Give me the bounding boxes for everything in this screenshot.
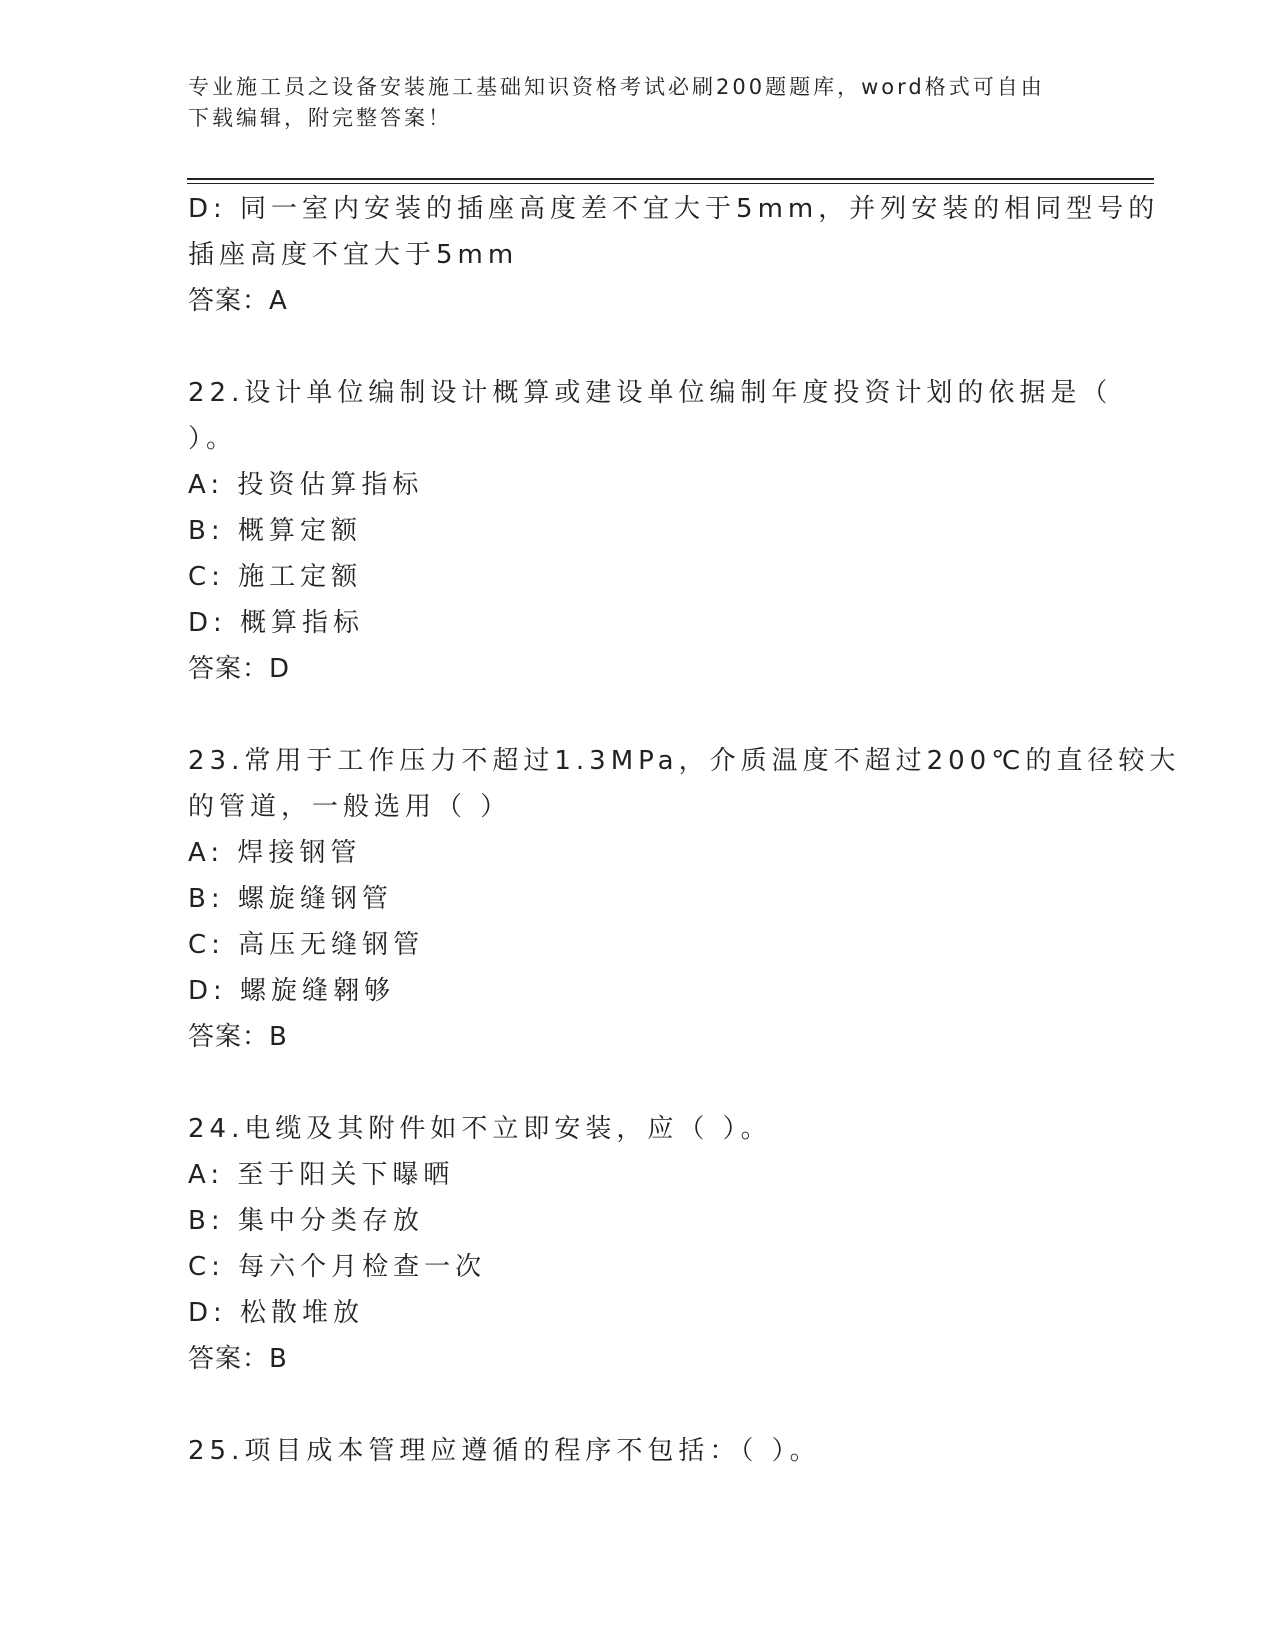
answer: 答案：B bbox=[188, 1022, 288, 1052]
option-d: D: 螺旋缝翱够 bbox=[188, 976, 396, 1006]
option-d: D: 同一室内安装的插座高度差不宜大于5mm，并列安装的相同型号的 bbox=[188, 194, 1160, 224]
option-b: B: 概算定额 bbox=[188, 516, 362, 546]
question-stem: 22.设计单位编制设计概算或建设单位编制年度投资计划的依据是（ bbox=[188, 378, 1113, 408]
option-a: A: 投资估算指标 bbox=[188, 470, 424, 500]
answer: 答案：A bbox=[188, 286, 288, 316]
previous-question-tail bbox=[188, 186, 1160, 324]
question-stem: 23.常用于工作压力不超过1.3MPa，介质温度不超过200℃的直径较大 bbox=[188, 746, 1181, 776]
option-a: A: 焊接钢管 bbox=[188, 838, 362, 868]
document-body bbox=[188, 186, 1181, 1474]
question-24 bbox=[188, 1106, 1068, 1382]
question-22 bbox=[188, 370, 1113, 692]
answer: 答案：B bbox=[188, 1344, 288, 1374]
option-c: C: 施工定额 bbox=[188, 562, 363, 592]
option-a: A: 至于阳关下曝晒 bbox=[188, 1160, 455, 1190]
option-b: B: 集中分类存放 bbox=[188, 1206, 424, 1236]
option-d: D: 概算指标 bbox=[188, 608, 365, 638]
header-line-1: 专业施工员之设备安装施工基础知识资格考试必刷200题题库，word格式可自由 bbox=[188, 75, 1045, 99]
question-stem: 24.电缆及其附件如不立即安装，应（ ）。 bbox=[188, 1114, 772, 1144]
option-d-continued: 插座高度不宜大于5mm bbox=[188, 240, 519, 270]
option-c: C: 高压无缝钢管 bbox=[188, 930, 425, 960]
option-b: B: 螺旋缝钢管 bbox=[188, 884, 393, 914]
question-stem: 25.项目成本管理应遵循的程序不包括：（ ）。 bbox=[188, 1436, 821, 1466]
question-stem-continued: ）。 bbox=[188, 424, 238, 454]
header-rule-thin bbox=[187, 183, 1154, 184]
question-23 bbox=[188, 738, 1181, 1060]
document-header bbox=[188, 72, 1068, 134]
question-stem-continued: 的管道，一般选用（ ） bbox=[188, 792, 512, 822]
header-rule-thick bbox=[187, 178, 1154, 180]
header-line-2: 下载编辑，附完整答案！ bbox=[188, 106, 452, 130]
option-c: C: 每六个月检查一次 bbox=[188, 1252, 487, 1282]
question-25 bbox=[188, 1428, 1068, 1474]
option-d: D: 松散堆放 bbox=[188, 1298, 365, 1328]
answer: 答案：D bbox=[188, 654, 291, 684]
